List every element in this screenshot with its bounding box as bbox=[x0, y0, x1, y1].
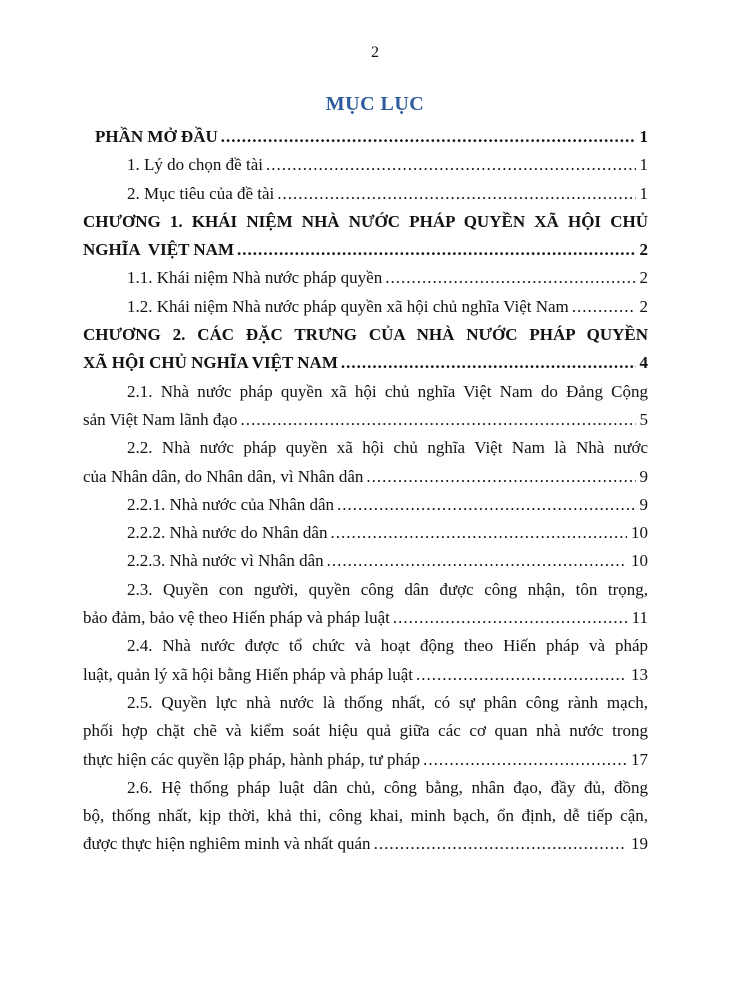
toc-entry-text: CHƯƠNG 2. CÁC ĐẶC TRƯNG CỦA NHÀ NƯỚC PHÁP QUYỀN bbox=[83, 325, 648, 345]
toc-line bbox=[83, 123, 648, 151]
toc-line bbox=[83, 830, 648, 858]
toc-line bbox=[83, 604, 648, 632]
dot-leader bbox=[572, 293, 636, 321]
toc-entry-text: thực hiện các quyền lập pháp, hành pháp, tư pháp bbox=[83, 749, 421, 769]
toc-line bbox=[83, 378, 648, 406]
toc-line bbox=[83, 632, 648, 660]
dot-leader bbox=[374, 830, 627, 858]
dot-leader bbox=[337, 491, 635, 519]
toc-entry-text: 2.3. Quyền con người, quyền công dân được công nhận, tôn trọng, bbox=[127, 579, 648, 599]
toc-line bbox=[83, 208, 648, 236]
toc-entry-text: 1.1. Khái niệm Nhà nước pháp quyền bbox=[127, 268, 383, 288]
toc-line bbox=[83, 406, 648, 434]
toc-line bbox=[83, 434, 648, 462]
toc-line bbox=[83, 463, 648, 491]
toc-entry-text: 2. Mục tiêu của đề tài bbox=[127, 183, 275, 203]
toc-entry-text: 1. Lý do chọn đề tài bbox=[127, 155, 263, 175]
toc-entry-text: sản Việt Nam lãnh đạo bbox=[83, 409, 238, 429]
toc-page-number: 5 bbox=[639, 409, 648, 429]
toc-page-number: 4 bbox=[639, 353, 648, 373]
toc-entry-text: PHẦN MỞ ĐẦU bbox=[95, 127, 218, 146]
dot-leader bbox=[393, 604, 628, 632]
dot-leader bbox=[385, 264, 635, 292]
toc-entry-text: 2.2.2. Nhà nước do Nhân dân bbox=[127, 523, 328, 543]
toc-entry-text: 2.2.1. Nhà nước của Nhân dân bbox=[127, 494, 335, 514]
toc-line bbox=[83, 576, 648, 604]
toc-entry-text: 2.1. Nhà nước pháp quyền xã hội chủ nghĩa Việt Nam do Đảng Cộng bbox=[127, 381, 648, 401]
dot-leader bbox=[366, 463, 635, 491]
toc-entry-text: bảo đảm, bảo vệ theo Hiến pháp và pháp luật bbox=[83, 608, 390, 628]
toc-page-number: 2 bbox=[639, 268, 648, 288]
toc-line bbox=[83, 180, 648, 208]
toc-line bbox=[83, 802, 648, 830]
toc-line bbox=[83, 547, 648, 575]
toc-page-number: 1 bbox=[639, 155, 648, 175]
dot-leader bbox=[330, 519, 627, 547]
toc-line bbox=[83, 717, 648, 745]
toc-page-number: 13 bbox=[631, 664, 648, 684]
toc-line bbox=[83, 774, 648, 802]
toc-list bbox=[83, 123, 648, 859]
toc-entry-text: 2.4. Nhà nước được tổ chức và hoạt động theo Hiến pháp và pháp bbox=[127, 636, 648, 656]
dot-leader bbox=[237, 236, 636, 264]
toc-page-number: 10 bbox=[631, 551, 648, 571]
dot-leader bbox=[240, 406, 635, 434]
toc-page-number: 9 bbox=[639, 494, 648, 514]
page-header-number: 2 bbox=[371, 44, 379, 61]
toc-page-number: 19 bbox=[631, 834, 648, 854]
toc-line bbox=[83, 321, 648, 349]
toc-line bbox=[83, 519, 648, 547]
toc-entry-text: được thực hiện nghiêm minh và nhất quán bbox=[83, 834, 371, 854]
toc-page-number: 11 bbox=[631, 608, 648, 628]
toc-entry-text: luật, quản lý xã hội bằng Hiến pháp và pháp luật bbox=[83, 664, 413, 684]
toc-line bbox=[83, 236, 648, 264]
toc-line bbox=[83, 151, 648, 179]
toc-page-number: 2 bbox=[639, 296, 648, 316]
toc-entry-text: XÃ HỘI CHỦ NGHĨA VIỆT NAM bbox=[83, 353, 338, 373]
dot-leader bbox=[277, 180, 635, 208]
toc-entry-text: NGHĨA VIỆT NAM bbox=[83, 240, 234, 260]
dot-leader bbox=[423, 746, 627, 774]
toc-entry-text: của Nhân dân, do Nhân dân, vì Nhân dân bbox=[83, 466, 364, 486]
toc-entry-text: 2.5. Quyền lực nhà nước là thống nhất, có sự phân công rành mạch, bbox=[127, 692, 648, 712]
toc-line bbox=[83, 661, 648, 689]
toc-line bbox=[83, 349, 648, 377]
toc-entry-text: 2.6. Hệ thống pháp luật dân chủ, công bằng, nhân đạo, đầy đủ, đồng bbox=[127, 777, 648, 797]
toc-line bbox=[83, 689, 648, 717]
dot-leader bbox=[416, 661, 627, 689]
toc-page-number: 2 bbox=[639, 240, 648, 260]
dot-leader bbox=[341, 349, 636, 377]
toc-line bbox=[83, 264, 648, 292]
toc-entry-text: 1.2. Khái niệm Nhà nước pháp quyền xã hội chủ nghĩa Việt Nam bbox=[127, 296, 569, 316]
toc-entry-text: 2.2. Nhà nước pháp quyền xã hội chủ nghĩa Việt Nam là Nhà nước bbox=[127, 438, 648, 458]
toc-line bbox=[83, 746, 648, 774]
dot-leader bbox=[266, 151, 636, 179]
toc-entry-text: 2.2.3. Nhà nước vì Nhân dân bbox=[127, 551, 324, 571]
toc-line bbox=[83, 293, 648, 321]
toc-entry-text: CHƯƠNG 1. KHÁI NIỆM NHÀ NƯỚC PHÁP QUYỀN XÃ HỘI CHỦ bbox=[83, 211, 648, 231]
toc-entry-text: bộ, thống nhất, kịp thời, khả thi, công khai, minh bạch, ổn định, dễ tiếp cận, bbox=[83, 806, 648, 826]
dot-leader bbox=[221, 123, 636, 151]
toc-title: MỤC LỤC bbox=[325, 93, 425, 115]
toc-line bbox=[83, 491, 648, 519]
toc-page-number: 17 bbox=[631, 749, 648, 769]
toc-page-number: 10 bbox=[631, 523, 648, 543]
dot-leader bbox=[327, 547, 627, 575]
toc-page-number: 1 bbox=[639, 183, 648, 203]
toc-page-number: 9 bbox=[639, 466, 648, 486]
toc-entry-text: phối hợp chặt chẽ và kiểm soát hiệu quả giữa các cơ quan nhà nước trong bbox=[83, 721, 648, 741]
toc-page-number: 1 bbox=[639, 127, 648, 146]
